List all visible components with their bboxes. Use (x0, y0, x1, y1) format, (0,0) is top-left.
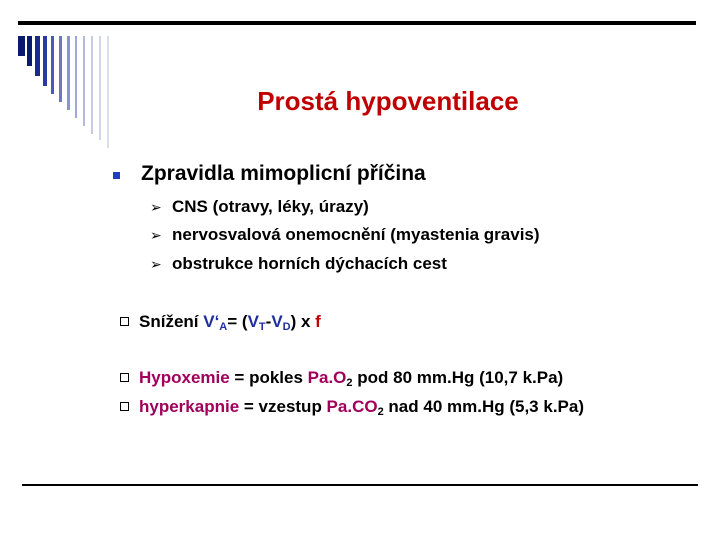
subitem-3: obstrukce horních dýchacích cest (172, 254, 447, 273)
hypoxemia-line: Hypoxemie = pokles $Pa.O_2$ pod 80 mm.Hg (10,7 k.Pa) (139, 368, 564, 389)
open-square-bullet-icon (120, 317, 129, 326)
level1-text: Zpravidla mimoplicní příčina (141, 162, 426, 185)
top-rule (18, 21, 696, 25)
arrow-bullet-icon: ➢ (150, 256, 162, 272)
arrow-bullet-icon: ➢ (150, 199, 162, 215)
square-bullet-icon (113, 172, 120, 179)
ventilation-line: Snížení $V‘_A= (V_T-V_D)$ x f (139, 312, 321, 333)
arrow-bullet-icon: ➢ (150, 227, 162, 243)
slide-title: Prostá hypoventilace (257, 86, 519, 116)
subitem-2: nervosvalová onemocnění (myastenia gravis) (172, 225, 540, 244)
open-square-bullet-icon (120, 402, 129, 411)
subitem-1: CNS (otravy, léky, úrazy) (172, 197, 369, 216)
bottom-rule (22, 484, 698, 486)
hypercapnia-line: hyperkapnie = vzestup $Pa.CO_2$ nad 40 mm.Hg (5,3 k.Pa) (139, 397, 584, 418)
open-square-bullet-icon (120, 373, 129, 382)
